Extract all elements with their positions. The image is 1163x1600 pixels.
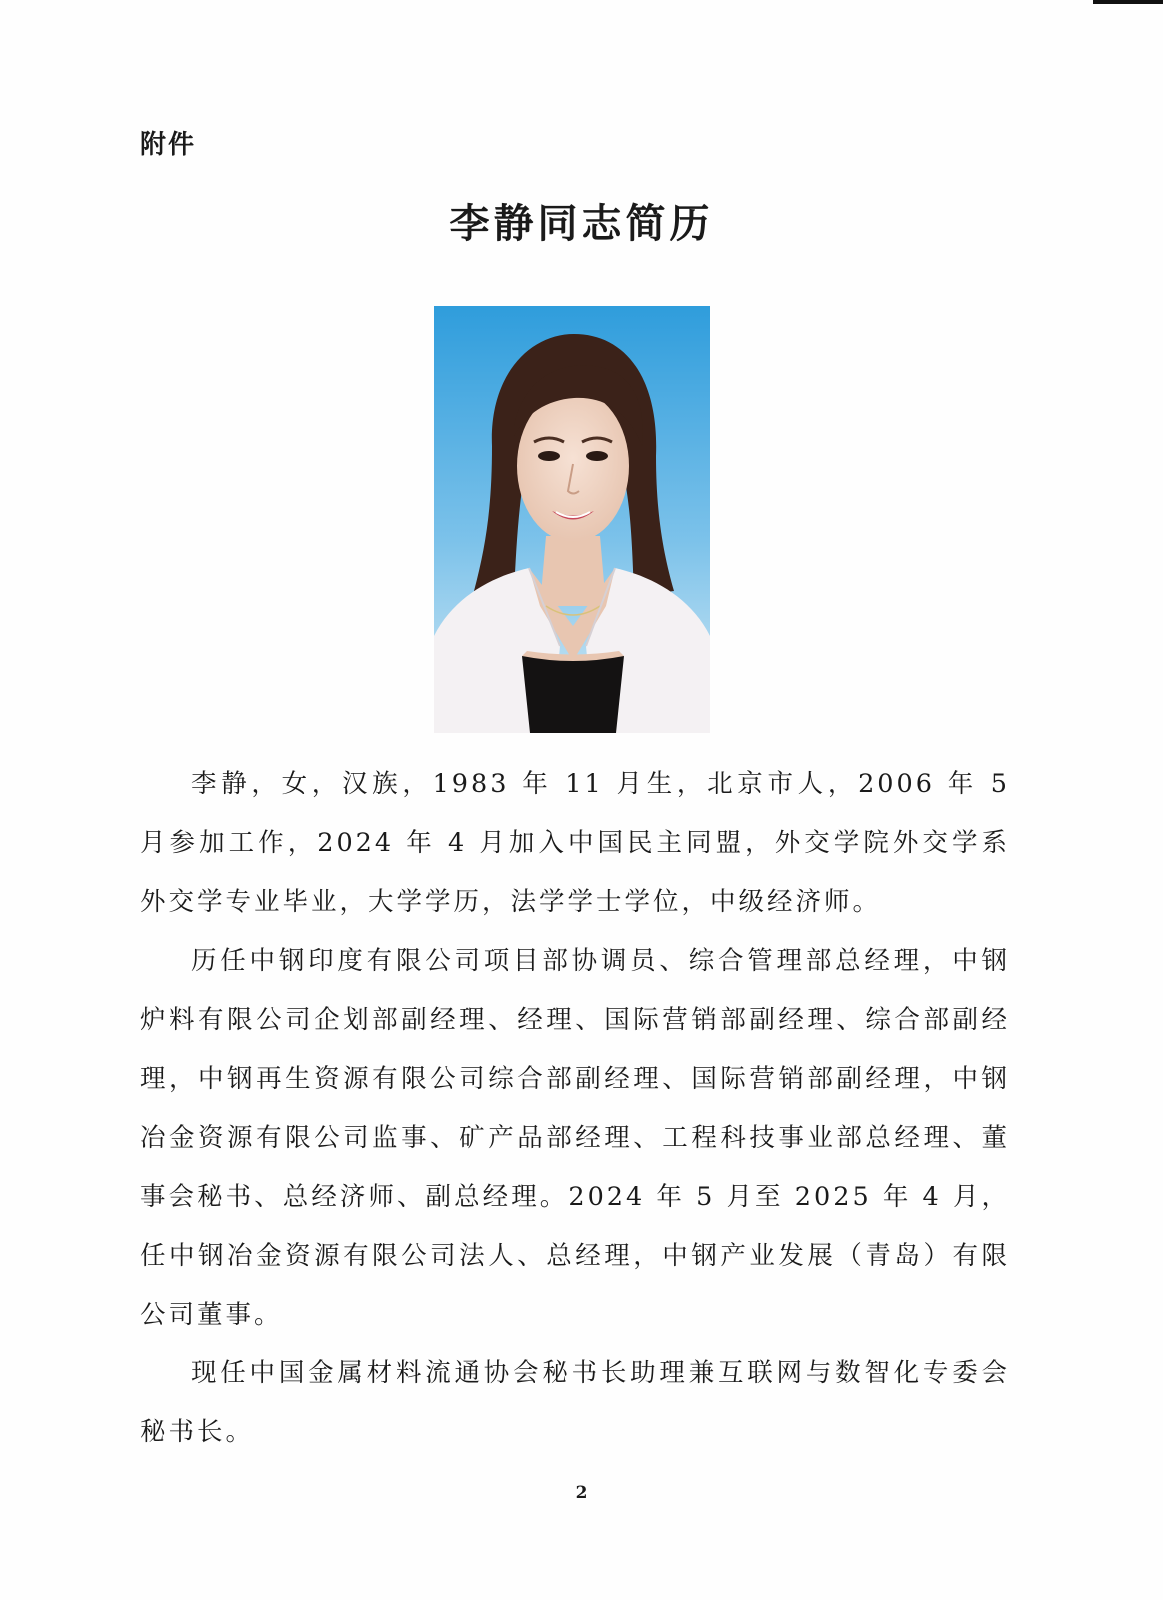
page-number: 2 <box>575 1483 588 1503</box>
attachment-label: 附件 <box>140 130 197 160</box>
scan-corner-mark <box>1093 0 1163 4</box>
bio-paragraph-basic: 李静，女，汉族，1983 年 11 月生，北京市人，2006 年 5 月参加工作，2024 年 4 月加入中国民主同盟，外交学院外交学系外交学专业毕业，大学学历，法学学士学位，中级经济师。 <box>140 769 1010 917</box>
page-title: 李静同志简历 <box>449 200 714 247</box>
portrait-photo <box>434 306 710 733</box>
bio-paragraph-career: 历任中钢印度有限公司项目部协调员、综合管理部总经理，中钢炉料有限公司企划部副经理、经理、国际营销部副经理、综合部副经理，中钢再生资源有限公司综合部副经理、国际营销部副经理，中钢冶金资源有限公司监事、矿产品部经理、工程科技事业部总经理、董事会秘书、总经济师、副总经理。2024 年 5 月至 2025 年 4 月，任中钢冶金资源有限公司法人、总经理，中钢产业发展（青岛）有限公司董事。 <box>140 946 1010 1330</box>
bio-paragraph-current: 现任中国金属材料流通协会秘书长助理兼互联网与数智化专委会秘书长。 <box>140 1358 1010 1447</box>
